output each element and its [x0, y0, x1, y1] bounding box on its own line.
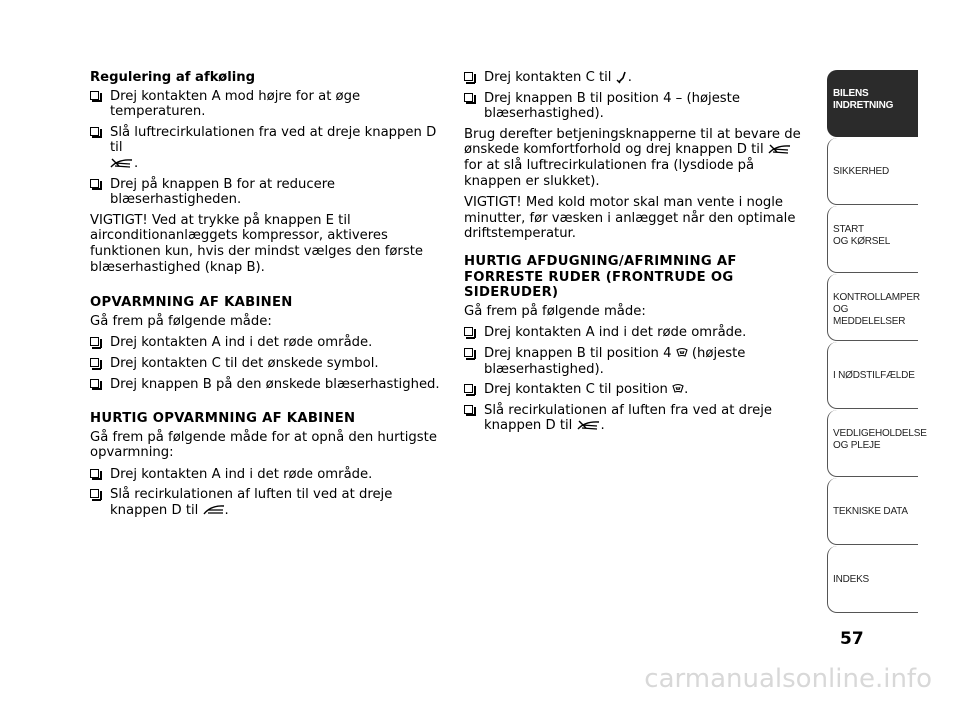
recirculation-off-icon	[110, 157, 134, 169]
checkbox-bullet-icon	[90, 127, 99, 136]
list-item-text: .	[600, 418, 605, 434]
list-item	[90, 377, 440, 393]
list-item-text: Slå luftrecirkulationen fra ved at dreje knappen D til	[110, 124, 437, 156]
paragraph-text: for at slå luftrecirkulationen fra (lysdiode på knappen er slukket).	[464, 157, 755, 189]
list-item-text: Drej knappen B til position 4 – (højeste blæserhastighed).	[484, 90, 740, 122]
checkbox-bullet-icon	[90, 379, 99, 388]
tab-sikkerhed[interactable]	[827, 138, 918, 205]
recirculation-off-icon	[577, 419, 601, 431]
tab-tekniske-data[interactable]	[827, 478, 918, 545]
tab-label: KONTROLLAMPER	[833, 292, 920, 303]
list-item-text: Slå recirkulationen af luften fra ved at dreje knappen D til	[484, 402, 772, 434]
tab-kontrollamper[interactable]	[827, 274, 918, 341]
checkbox-bullet-icon	[90, 91, 99, 100]
checkbox-bullet-icon	[464, 93, 473, 102]
checkbox-bullet-icon	[90, 358, 99, 367]
list-item-text: .	[224, 503, 229, 519]
list-item	[90, 467, 440, 483]
heating-heading: OPVARMNING AF KABINEN	[90, 295, 293, 311]
checkbox-bullet-icon	[464, 384, 473, 393]
tab-label: OG PLEJE	[833, 440, 881, 451]
list-item	[90, 125, 440, 172]
tab-label: I NØDSTILFÆLDE	[833, 370, 915, 381]
watermark-text: carmanualsonline.info	[644, 664, 932, 694]
list-item-text: Drej knappen B til position 4	[484, 345, 672, 361]
left-column	[90, 70, 440, 524]
list-item	[464, 91, 810, 122]
watermark	[0, 664, 960, 694]
cooling-heading: Regulering af afkøling	[90, 70, 256, 85]
tab-label: INDEKS	[833, 574, 870, 585]
list-item-text: .	[627, 70, 632, 85]
checkbox-bullet-icon	[464, 72, 473, 81]
list-item	[90, 335, 440, 351]
list-item	[90, 356, 440, 372]
checkbox-bullet-icon	[90, 489, 99, 498]
windshield-defrost-icon	[676, 347, 688, 359]
list-item-text: Drej kontakten C til position	[484, 382, 668, 398]
defrost-heading: HURTIG AFDUGNING/AFRIMNING AF FORRESTE RUDER (FRONTRUDE OG SIDERUDER)	[464, 253, 737, 301]
tab-label: INDRETNING	[833, 100, 894, 111]
cooling-note: VIGTIGT! Ved at trykke på knappen E til airconditionanlæggets kompressor, aktiveres funktionen kun, hvis der mindst vælges den første blæserhastighed (knap B).	[90, 212, 423, 275]
list-item	[464, 382, 810, 398]
fast-heating-heading: HURTIG OPVARMNING AF KABINEN	[90, 411, 356, 427]
checkbox-bullet-icon	[464, 327, 473, 336]
list-item-text: (højeste blæserhastighed).	[484, 345, 746, 377]
tab-i-nodstilfaelde[interactable]	[827, 342, 918, 409]
checkbox-bullet-icon	[90, 469, 99, 478]
tab-label: OG MEDDELELSER	[833, 304, 906, 327]
list-item-text: .	[684, 382, 689, 398]
list-item	[90, 177, 440, 208]
recirculation-on-icon	[203, 504, 225, 516]
list-item-text: Drej kontakten A ind i det røde område.	[110, 335, 373, 351]
right-column	[464, 70, 810, 439]
tab-label: VEDLIGEHOLDELSE	[833, 428, 927, 439]
tab-label: START	[833, 224, 864, 235]
tab-label: BILENS	[833, 88, 869, 99]
list-item-text: Drej kontakten C til det ønskede symbol.	[110, 355, 379, 371]
checkbox-bullet-icon	[464, 405, 473, 414]
tab-vedligeholdelse[interactable]	[827, 410, 927, 477]
list-item	[464, 403, 810, 434]
paragraph-text: Brug derefter betjeningsknapperne til at bevare de ønskede komfortforhold og drej knappen D til	[464, 126, 801, 158]
note: VIGTIGT! Med kold motor skal man vente i nogle minutter, før væsken i anlægget når den optimale driftstemperatur.	[464, 195, 796, 242]
fast-heating-intro: Gå frem på følgende måde for at opnå den hurtigste opvarmning:	[90, 429, 437, 461]
list-item	[464, 325, 810, 341]
recirculation-off-icon	[768, 143, 792, 155]
list-item-text: Drej på knappen B for at reducere blæserhastigheden.	[110, 176, 335, 208]
list-item-text: Drej kontakten A mod højre for at øge temperaturen.	[110, 88, 361, 120]
list-item	[464, 70, 810, 86]
heating-intro: Gå frem på følgende måde:	[90, 313, 272, 329]
tab-label: SIKKERHED	[833, 166, 889, 177]
tab-label: OG KØRSEL	[833, 236, 891, 247]
list-item-text: Drej knappen B på den ønskede blæserhastighed.	[110, 376, 440, 392]
page-number: 57	[840, 629, 864, 649]
list-item-text: Drej kontakten C til	[484, 70, 612, 85]
section-tabs	[827, 70, 927, 614]
list-item	[90, 89, 440, 120]
tab-bilens-indretning[interactable]	[827, 70, 918, 137]
list-item	[90, 487, 440, 518]
list-item-text: Slå recirkulationen af luften til ved at dreje knappen D til	[110, 487, 393, 519]
windshield-defrost-icon	[672, 383, 684, 395]
list-item-text: .	[134, 155, 139, 171]
list-item	[464, 346, 810, 377]
checkbox-bullet-icon	[90, 179, 99, 188]
tab-indeks[interactable]	[827, 546, 918, 613]
tab-start-og-korsel[interactable]	[827, 206, 918, 273]
checkbox-bullet-icon	[90, 337, 99, 346]
foot-vent-icon	[616, 71, 628, 84]
tab-label: TEKNISKE DATA	[833, 506, 908, 517]
checkbox-bullet-icon	[464, 348, 473, 357]
list-item-text: Drej kontakten A ind i det røde område.	[484, 325, 747, 341]
defrost-intro: Gå frem på følgende måde:	[464, 303, 646, 319]
list-item-text: Drej kontakten A ind i det røde område.	[110, 466, 373, 482]
paragraph	[464, 127, 810, 189]
